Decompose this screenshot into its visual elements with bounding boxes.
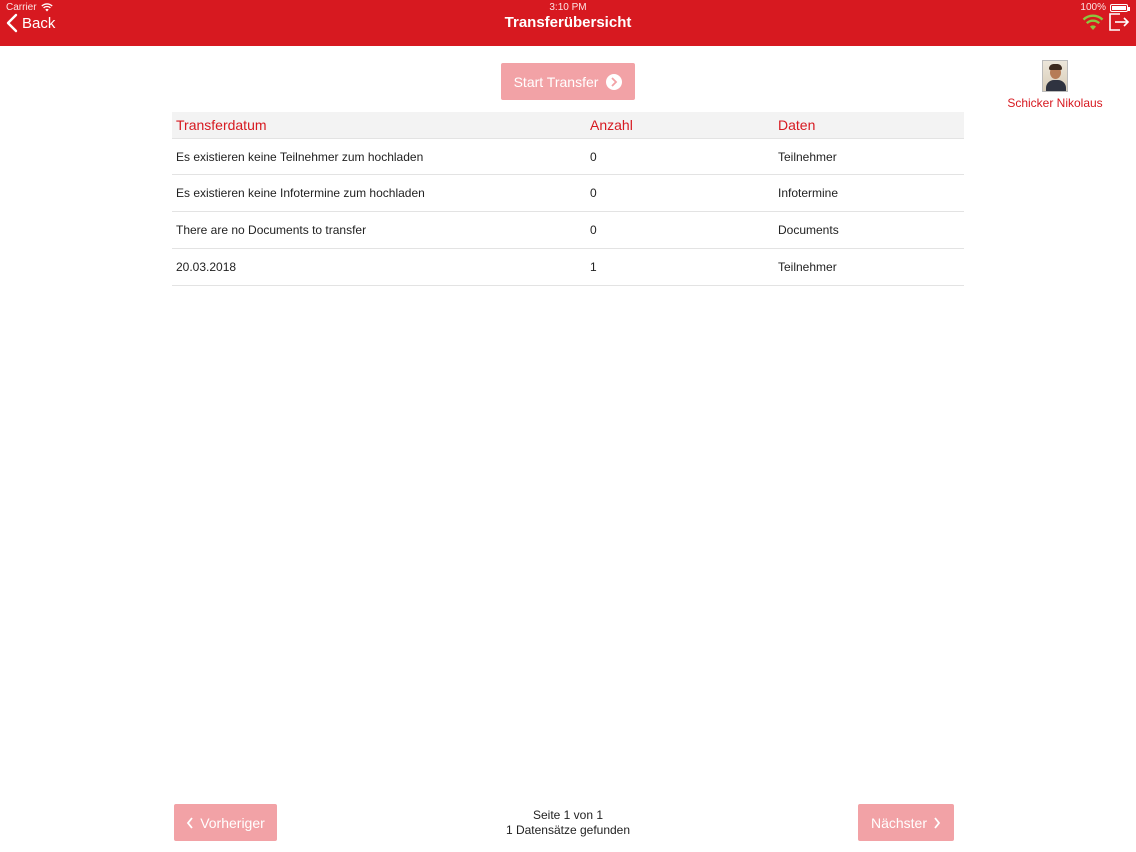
back-label: Back [22,14,56,32]
page-info: Seite 1 von 1 [532,808,604,822]
cell-daten: Teilnehmer [778,149,837,164]
chevron-right-icon [933,817,941,829]
column-header-anzahl: Anzahl [590,117,633,133]
table-row[interactable] [172,138,964,175]
table-header [172,112,964,138]
avatar [1042,60,1068,92]
cell-daten: Infotermine [778,186,839,200]
cell-anzahl: 1 [590,260,597,274]
table-row[interactable] [172,175,964,212]
logout-icon[interactable] [1108,12,1130,32]
arrow-circle-icon [606,74,622,90]
pagination-info [0,808,1136,838]
table-row[interactable] [172,249,964,286]
start-transfer-label: Start Transfer [513,73,599,90]
carrier-label: Carrier [6,2,37,13]
cell-transferdatum: 20.03.2018 [176,260,237,274]
battery-icon [1110,4,1128,12]
transfer-table [172,112,964,286]
cell-transferdatum: There are no Documents to transfer [176,223,367,237]
column-header-transferdatum: Transferdatum [176,117,267,133]
next-page-button[interactable] [858,804,954,841]
user-profile[interactable] [1000,60,1110,110]
records-info: 1 Datensätze gefunden [505,823,631,837]
table-row[interactable] [172,212,964,249]
cell-daten: Documents [778,223,839,237]
user-name: Schicker Nikolaus [1007,96,1103,110]
previous-label: Vorheriger [200,814,265,831]
next-label: Nächster [870,814,928,831]
cell-anzahl: 0 [590,223,597,237]
start-transfer-button[interactable] [501,63,635,100]
cell-transferdatum: Es existieren keine Infotermine zum hochladen [176,186,425,200]
cell-anzahl: 0 [590,149,597,164]
battery-percent: 100% [1080,2,1106,13]
cell-daten: Teilnehmer [778,260,837,274]
cell-anzahl: 0 [590,186,597,200]
navigation-bar [0,0,1136,46]
cell-transferdatum: Es existieren keine Teilnehmer zum hochladen [176,149,424,164]
page-title: Transferübersicht [504,14,632,31]
status-time: 3:10 PM [549,2,587,13]
column-header-daten: Daten [778,117,816,133]
sync-wifi-icon [1082,13,1104,31]
